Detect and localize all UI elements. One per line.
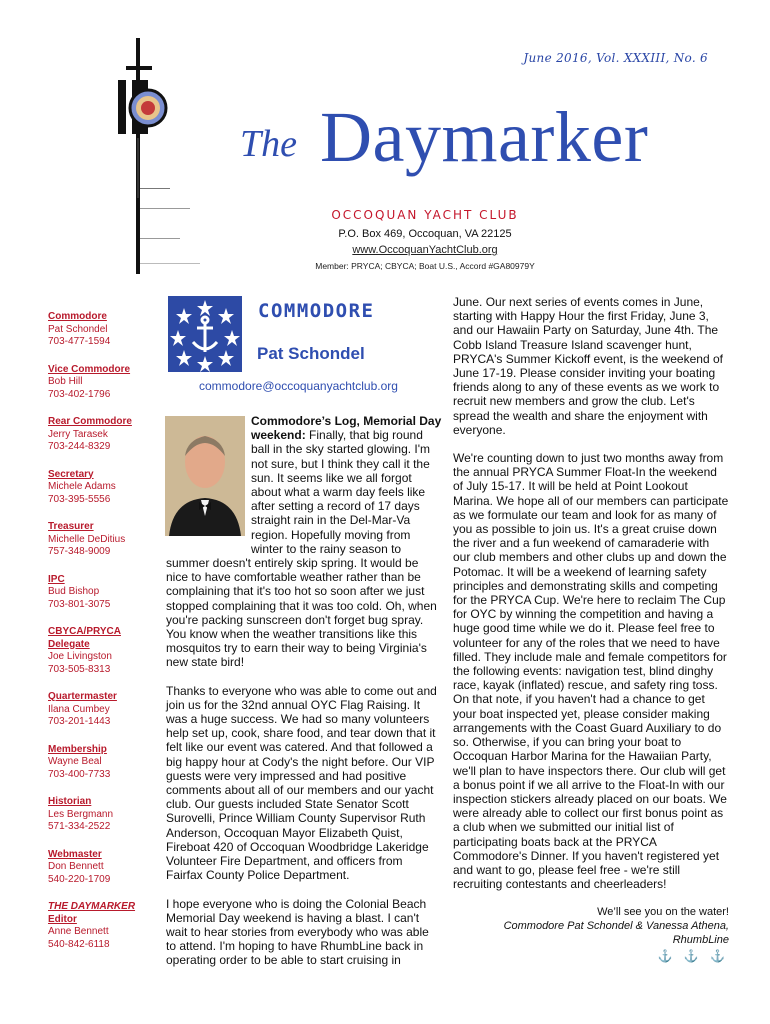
officer-entry: [48, 521, 158, 559]
officer-name: Don Bennett: [48, 861, 104, 872]
officer-name: Bud Bishop: [48, 586, 100, 597]
commodore-flag-logo-icon: [168, 296, 242, 372]
officer-entry: [48, 796, 158, 834]
officer-entry: [48, 691, 158, 729]
officer-name: Wayne Beal: [48, 756, 102, 767]
officer-entry: [48, 311, 158, 349]
anchor-icon: ⚓ ⚓ ⚓: [657, 949, 729, 964]
officer-name: Ilana Cumbey: [48, 703, 110, 715]
officer-title: Secretary: [48, 468, 94, 480]
officer-entry: [48, 849, 158, 887]
officer-title: Webmaster: [48, 848, 102, 860]
officer-name: Jerry Tarasek: [48, 428, 108, 440]
officer-title: Historian: [48, 796, 92, 807]
officer-phone: 703-201-1443: [48, 716, 111, 727]
article-paragraph: I hope everyone who is doing the Colonial Beach Memorial Day weekend is having a blast. I can't wait to hear stories from everybody who was able to attend. I'm hoping to have RhumbLine back in operating order to be able to start cruising in: [166, 896, 429, 968]
club-url-link[interactable]: www.OccoquanYachtClub.org: [352, 244, 498, 256]
signoff-boat: RhumbLine: [672, 934, 729, 947]
officer-entry: [48, 364, 158, 402]
officer-title-line2: Editor: [48, 913, 77, 925]
club-name: OCCOQUAN YACHT CLUB: [331, 208, 519, 222]
officer-title: Commodore: [48, 311, 107, 322]
column-heading: COMMODORE: [258, 300, 375, 322]
article-column-2: [453, 295, 729, 964]
officer-sidebar: [48, 311, 158, 966]
article-paragraph: [166, 414, 442, 670]
officer-name: Pat Schondel: [48, 323, 108, 335]
officer-title: CBYCA/PRYCA: [48, 626, 121, 637]
officer-phone: 703-505-8313: [48, 663, 111, 675]
officer-name: Bob Hill: [48, 376, 83, 387]
officer-phone: 571-334-2522: [48, 821, 111, 832]
officer-phone: 703-244-8329: [48, 441, 111, 452]
article-text: Finally, that big round ball in the sky started glowing. I'm not sure, but I think they call it the sun. It seems like we all forgot about what a warm day feels like after setting a record of 17 days straight rain in the Del-Mar-Va region. Hopefully moving from winter to the rainy season to summer doesn't entirely skip spring. It would be nice to have comfortable weather rather than be complaining that it's too hot so soon after we just stopped complaining that it was too cold. Oh, when you're packing sunscreen don't forget bug spray. You know when the weather transitions like this mosquitos try to earn their way to being Virginia's new state bird!: [166, 428, 437, 670]
signoff-signature: Commodore Pat Schondel & Vanessa Athena,: [503, 920, 729, 933]
masthead: [232, 97, 702, 177]
issue-line: June 2016, Vol. XXXIII, No. 6: [523, 51, 708, 65]
commodore-email-link[interactable]: commodore@occoquanyachtclub.org: [199, 379, 398, 393]
officer-title: Quartermaster: [48, 691, 117, 702]
signoff: [453, 905, 729, 947]
officer-name: Joe Livingston: [48, 651, 112, 662]
officer-title: Vice Commodore: [48, 363, 131, 375]
masthead-title: Daymarker: [320, 97, 649, 177]
officer-entry: [48, 469, 158, 507]
officer-phone: 703-801-3075: [48, 598, 111, 610]
officer-phone: 540-220-1709: [48, 873, 111, 885]
officer-name: Michelle DeDitius: [48, 533, 126, 545]
masthead-the: The: [240, 123, 297, 165]
officer-entry: [48, 574, 158, 612]
officer-title: IPC: [48, 573, 65, 585]
club-address: P.O. Box 469, Occoquan, VA 22125: [338, 228, 512, 240]
officer-title: Rear Commodore: [48, 416, 132, 427]
officer-title: Treasurer: [48, 521, 94, 532]
article-paragraph: June. Our next series of events comes in June, starting with Happy Hour the first Friday, June 3, and our Hawaiin Party on Saturday, June 4th. The Cobb Island Treasure Island scavenger hunt, PRYCA's Summer Kickoff event, is the weekend of June 17-19. Please consider inviting your boating friends along to any of these events as we work to recruit new members and grow the club. Let's spread the wealth and share the enjoyment with everyone.: [453, 295, 723, 437]
article-paragraph: We're counting down to just two months away from the annual PRYCA Summer Float-In the weekend of July 15-17. It will be held at Point Lookout Marina. We hope all of our members can participate as we formulate our team and look for as many of you as possible to join us. It's a great cruise down the river and a fun weekend of camaraderie with our club members and other clubs up and down the Potomac. It will be a weekend of learning safety principles and demonstrating skills and competing for the PRYCA Cup. We're here to reclaim The Cup for OYC by winning the competition and having a huge good time while we do it. Please feel free to volunteer for any of the roles that we need to have filled. They include male and female competitors for the following events: navigation test, blind dinghy race, kayak (inflated) rescue, and safety ring toss. On that note, if you haven't had a chance to get your boat inspected yet, please consider making arrangements with the Coast Guard Auxiliary to do so. Otherwise, if you can bring your boat to Occoquan Harbor Marina for the Hawaiian Party, we'll plan to have inspectors there. Our club will get a bonus point if we all arrive to the Float-In with our inspection stickers already placed on our boats. We were already able to collect our first bonus point as a club when we submitted our initial list of participating boats back at the PRYCA Commodore's Dinner. If you haven't registered yet and want to go, please feel free - we're still recruiting contestants and cheerleaders!: [453, 451, 729, 892]
club-membership: Member: PRYCA; CBYCA; Boat U.S., Accord #GA80979Y: [315, 261, 535, 271]
officer-title-line2: Delegate: [48, 638, 90, 650]
signoff-line: We’ll see you on the water!: [597, 906, 729, 919]
officer-entry: [48, 901, 158, 951]
officer-name: Anne Bennett: [48, 926, 109, 937]
article-lead: Commodore’s Log, Memorial Day weekend:: [251, 414, 442, 443]
officer-phone: 540-842-6118: [48, 938, 110, 950]
club-info: [305, 208, 545, 271]
column-author: Pat Schondel: [257, 344, 365, 363]
officer-name: Les Bergmann: [48, 808, 114, 820]
article-paragraph: Thanks to everyone who was able to come out and join us for the 32nd annual OYC Flag Raising. It was a huge success. We had so many volunteers help set up, cook, share food, and tear down that it felt like our event was catered. And that followed a big happy hour at Cody's the night before. Our VIP guests were very impressed and had positive comments about all of our members and our yacht club. Our guests included State Senator Scott Surovelli, Prince William County Supervisor Ruth Anderson, Occoquan Mayor Elizabeth Quist, Fireboat 420 of Occoquan Woodbridge Lakeridge Volunteer Fire Department, and officers from Fairfax County Police Department.: [166, 683, 437, 883]
officer-entry: [48, 416, 158, 454]
officer-entry: [48, 626, 158, 676]
officer-title: THE DAYMARKER: [48, 901, 136, 912]
article-column-1: [166, 414, 442, 982]
officer-phone: 703-400-7733: [48, 768, 111, 780]
officer-phone: 757-348-9009: [48, 546, 111, 557]
officer-phone: 703-395-5556: [48, 493, 111, 505]
officer-title: Membership: [48, 743, 107, 755]
officer-entry: [48, 744, 158, 782]
officer-name: Michele Adams: [48, 481, 116, 492]
officer-phone: 703-477-1594: [48, 336, 111, 347]
officer-phone: 703-402-1796: [48, 388, 111, 400]
